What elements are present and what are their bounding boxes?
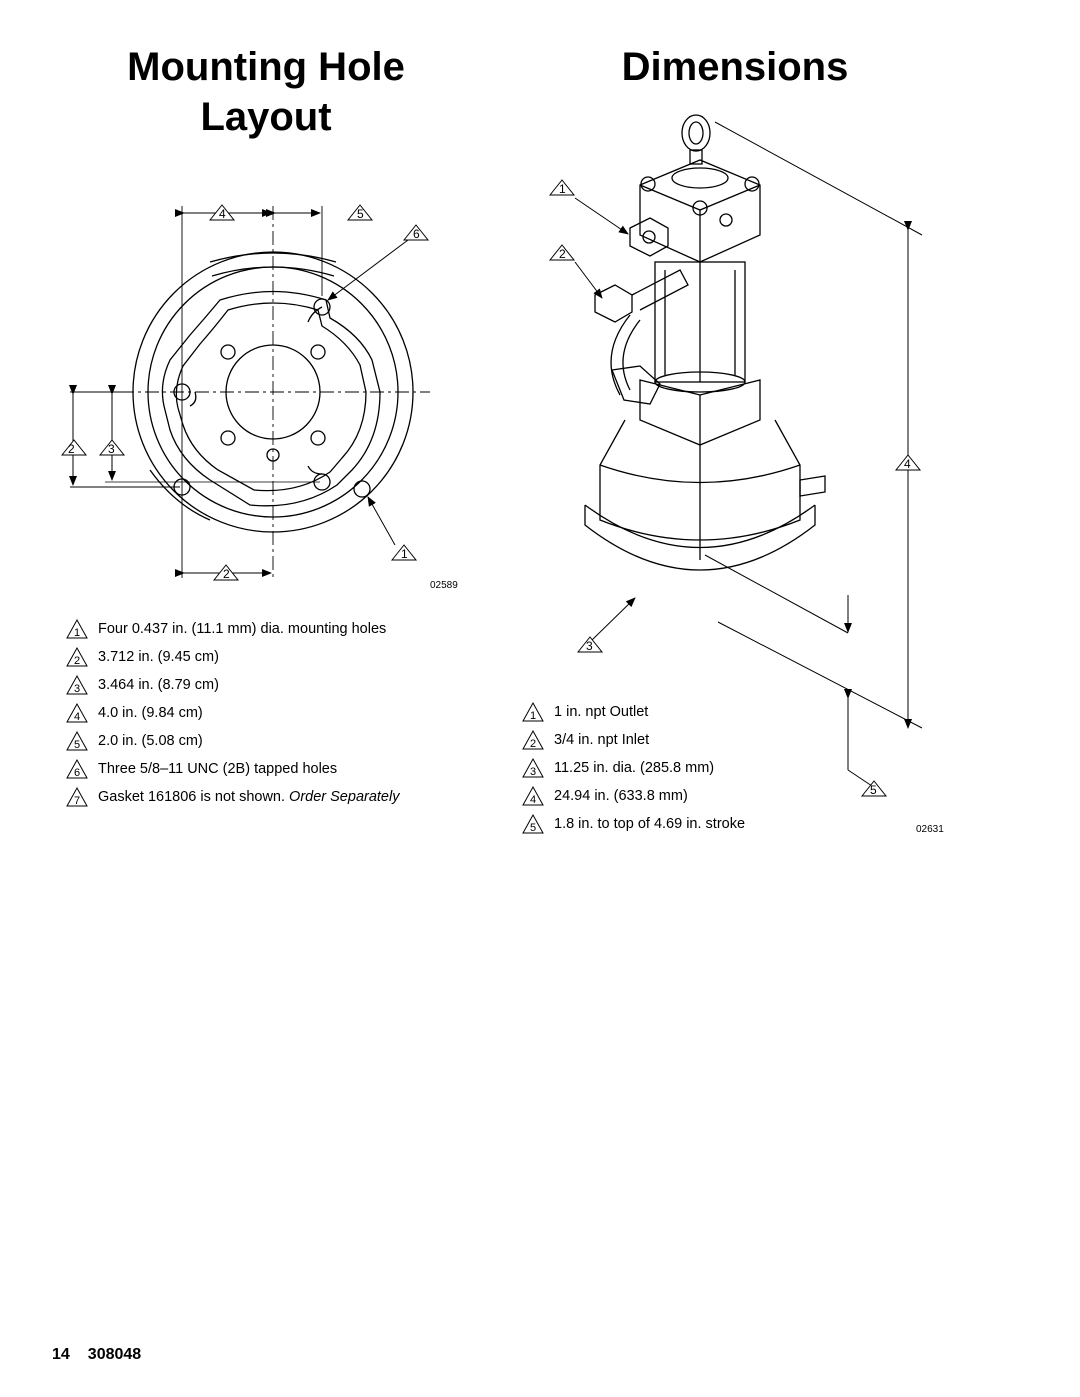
svg-text:3: 3 xyxy=(108,442,115,456)
callout-2-right xyxy=(550,245,574,261)
svg-text:2: 2 xyxy=(68,442,75,456)
callout-triangle-icon xyxy=(66,786,88,808)
legend-text-main: Gasket 161806 is not shown. xyxy=(98,789,286,805)
legend-text-main: 3.712 in. (9.45 cm) xyxy=(98,649,219,665)
legend-dimensions xyxy=(522,698,822,838)
callout-triangle-icon xyxy=(522,813,544,835)
figure-code-left: 02589 xyxy=(430,580,458,591)
callout-number: 6 xyxy=(74,767,81,779)
legend-text xyxy=(554,810,745,838)
legend-text-italic: Order Separately xyxy=(289,789,400,805)
legend-item xyxy=(522,726,822,754)
callout-triangle-icon xyxy=(66,758,88,780)
legend-text xyxy=(98,671,219,699)
callout-triangle-icon xyxy=(522,757,544,779)
page-footer xyxy=(52,1346,159,1364)
legend-item xyxy=(66,671,486,699)
callout-triangle-icon xyxy=(66,674,88,696)
legend-text xyxy=(98,783,399,811)
title-dimensions: Dimensions xyxy=(621,45,849,89)
callout-number: 5 xyxy=(74,739,81,751)
svg-text:4: 4 xyxy=(904,457,911,471)
callout-number: 4 xyxy=(74,711,81,723)
figure-code-right: 02631 xyxy=(916,824,944,835)
svg-text:1: 1 xyxy=(559,182,566,196)
legend-text xyxy=(554,782,688,810)
legend-item xyxy=(66,615,486,643)
legend-text xyxy=(98,699,203,727)
legend-text xyxy=(98,727,203,755)
legend-item xyxy=(66,643,486,671)
callout-number: 1 xyxy=(74,627,81,639)
svg-text:2: 2 xyxy=(223,567,230,581)
legend-text-main: 11.25 in. dia. (285.8 mm) xyxy=(554,760,715,776)
callout-number: 4 xyxy=(530,794,537,806)
legend-item xyxy=(66,699,486,727)
svg-text:5: 5 xyxy=(870,783,877,797)
callout-triangle-icon xyxy=(66,646,88,668)
legend-text xyxy=(554,726,649,754)
legend-text-main: 3.464 in. (8.79 cm) xyxy=(98,677,219,693)
legend-item xyxy=(522,698,822,726)
callout-triangle-icon xyxy=(522,701,544,723)
legend-text-main: 3/4 in. npt Inlet xyxy=(554,732,650,748)
callout-triangle-icon xyxy=(522,785,544,807)
callout-number: 5 xyxy=(530,822,537,834)
callout-5-right xyxy=(862,781,886,797)
legend-text xyxy=(98,755,337,783)
legend-text-main: 2.0 in. (5.08 cm) xyxy=(98,733,203,749)
legend-text-main: 1 in. npt Outlet xyxy=(554,704,649,720)
callout-triangle-icon xyxy=(66,702,88,724)
legend-item xyxy=(522,754,822,782)
legend-text xyxy=(98,643,219,671)
svg-text:4: 4 xyxy=(219,207,226,221)
svg-text:2: 2 xyxy=(559,247,566,261)
callout-4-right xyxy=(896,455,920,471)
legend-item xyxy=(66,783,486,811)
legend-item xyxy=(66,727,486,755)
legend-text-main: Four 0.437 in. (11.1 mm) dia. mounting holes xyxy=(98,621,387,637)
callout-number: 7 xyxy=(74,795,81,807)
callout-number: 2 xyxy=(74,655,81,667)
legend-text xyxy=(554,754,714,782)
legend-text xyxy=(554,698,648,726)
legend-text-main: Three 5/8–11 UNC (2B) tapped holes xyxy=(98,761,338,777)
callout-1-right xyxy=(550,180,574,196)
legend-text-main: 4.0 in. (9.84 cm) xyxy=(98,705,203,721)
svg-text:6: 6 xyxy=(413,227,420,241)
callout-triangle-icon xyxy=(66,730,88,752)
callout-number: 3 xyxy=(530,766,537,778)
legend-item xyxy=(522,810,822,838)
callout-number: 3 xyxy=(74,683,81,695)
legend-text-main: 24.94 in. (633.8 mm) xyxy=(554,788,688,804)
legend-text-main: 1.8 in. to top of 4.69 in. stroke xyxy=(554,816,746,832)
svg-text:3: 3 xyxy=(586,639,593,653)
legend-text xyxy=(98,615,386,643)
svg-text:5: 5 xyxy=(357,207,364,221)
title-mounting-hole-layout: Mounting Hole Layout xyxy=(127,45,405,139)
callout-triangle-icon xyxy=(522,729,544,751)
callout-number: 1 xyxy=(530,710,537,722)
legend-item xyxy=(66,755,486,783)
callout-number: 2 xyxy=(530,738,537,750)
svg-text:1: 1 xyxy=(401,547,408,561)
callout-triangle-icon xyxy=(66,618,88,640)
document-number: 308048 xyxy=(87,1346,142,1363)
legend-item xyxy=(522,782,822,810)
legend-mounting-hole xyxy=(66,615,486,811)
page-number: 14 xyxy=(52,1346,70,1363)
callout-3-right xyxy=(578,637,602,653)
